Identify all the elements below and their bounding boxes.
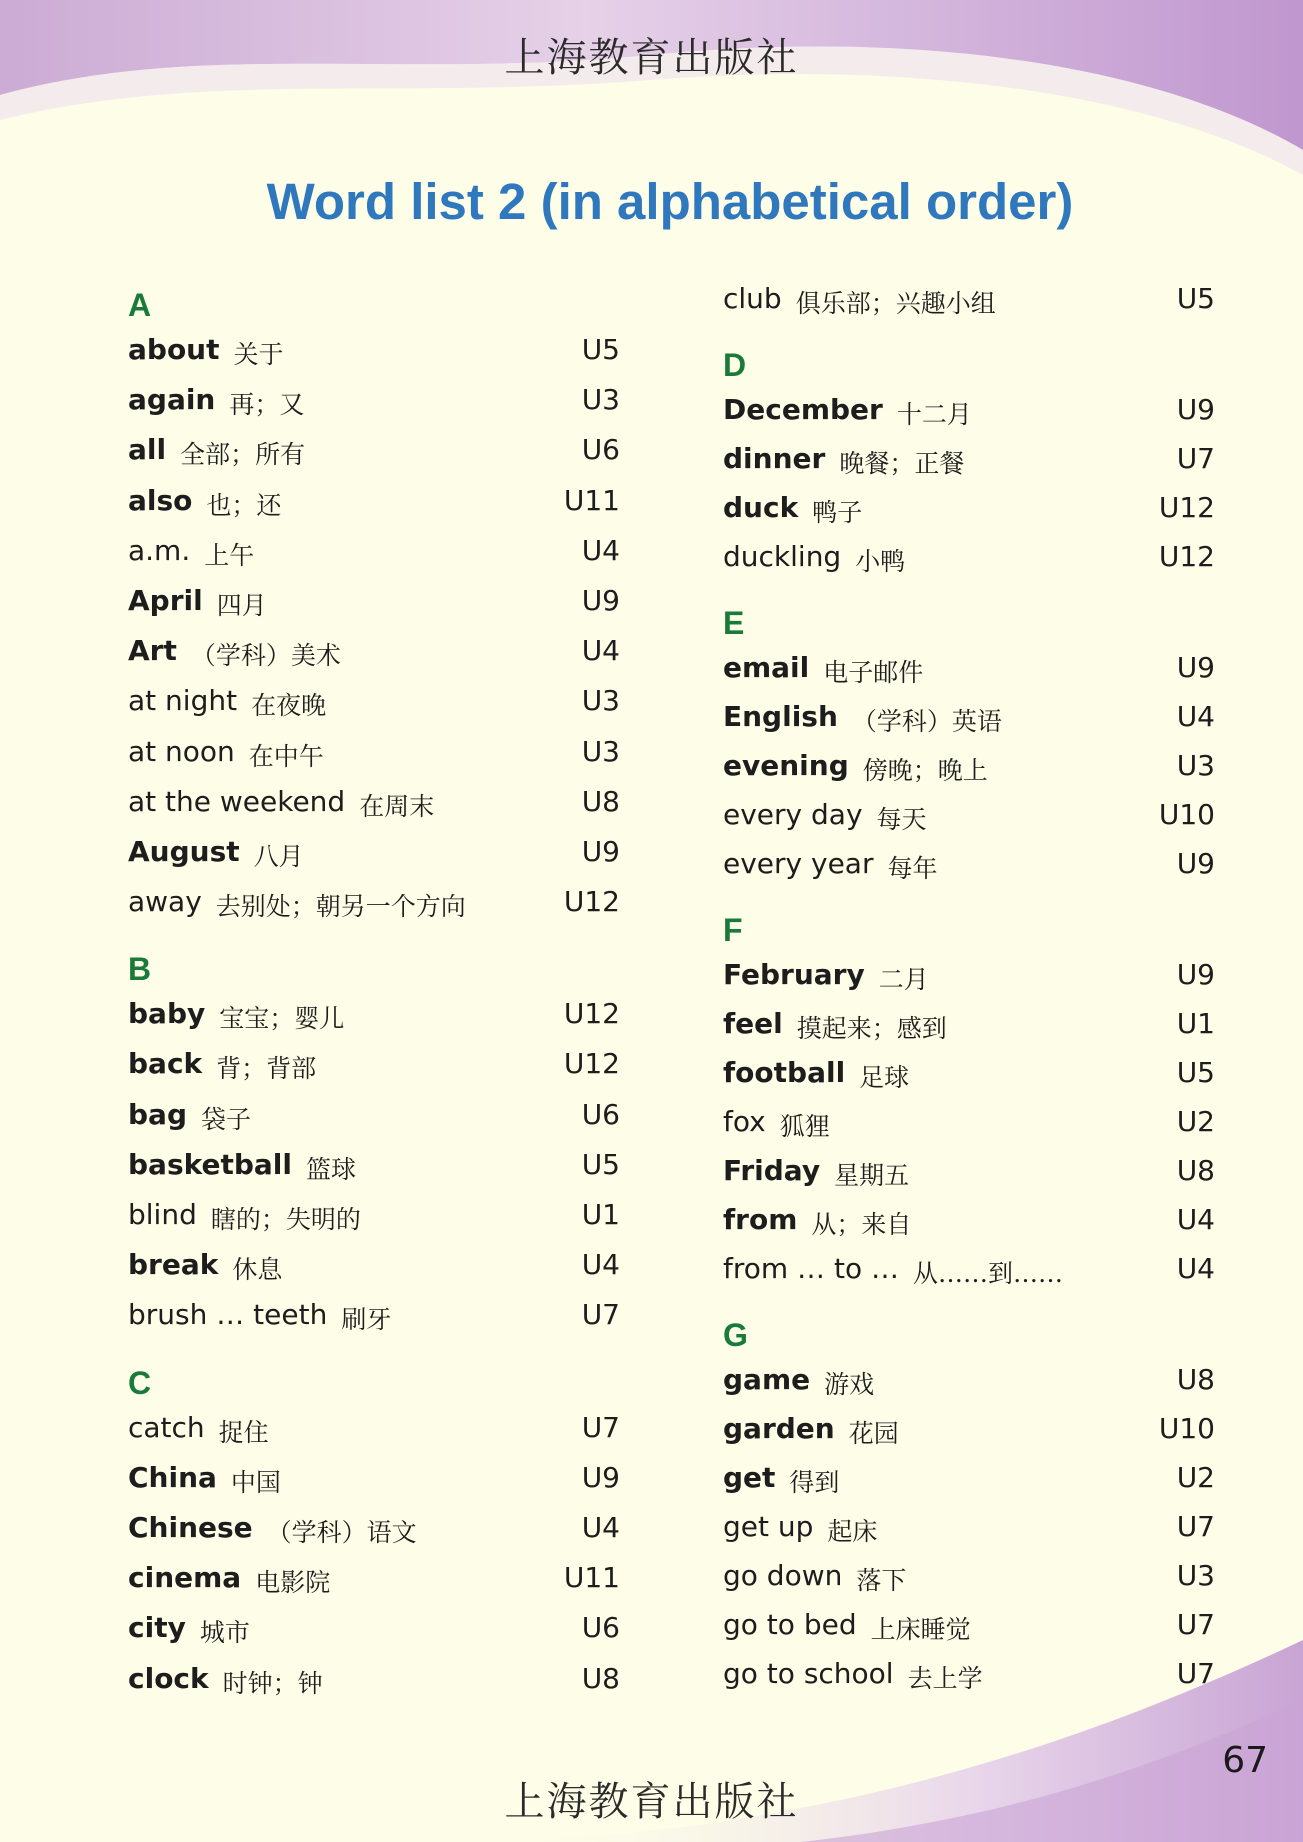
entry-word-group bbox=[723, 487, 862, 530]
entry-translation: 上床睡觉 bbox=[870, 1615, 971, 1644]
entry-unit: U12 bbox=[563, 1047, 620, 1081]
word-entry bbox=[723, 438, 1215, 487]
entry-unit: U12 bbox=[563, 997, 620, 1031]
entry-translation: （学科）语文 bbox=[266, 1517, 417, 1547]
letter-section bbox=[128, 281, 620, 931]
word-entry bbox=[723, 954, 1215, 1003]
word-entry bbox=[128, 630, 620, 680]
word-entry bbox=[723, 389, 1215, 438]
entry-word: December bbox=[723, 393, 883, 426]
entry-translation: 每年 bbox=[887, 854, 938, 883]
entry-unit: U5 bbox=[581, 333, 620, 366]
entry-translation: 八月 bbox=[253, 841, 304, 871]
word-entry bbox=[128, 480, 620, 530]
word-entry bbox=[723, 1555, 1215, 1604]
entry-translation: 电子邮件 bbox=[823, 658, 924, 687]
entry-word: February bbox=[723, 958, 865, 991]
footer-watermark: 上海教育出版社 bbox=[504, 1779, 799, 1825]
entry-word: duckling bbox=[723, 540, 842, 573]
entry-word: catch bbox=[128, 1410, 205, 1444]
entry-word: game bbox=[723, 1363, 811, 1396]
entry-word: brush … teeth bbox=[128, 1298, 328, 1332]
entry-word: about bbox=[128, 333, 220, 366]
entry-unit: U9 bbox=[1176, 847, 1215, 880]
entry-word: every year bbox=[723, 847, 874, 880]
entry-word-group bbox=[128, 1507, 417, 1550]
word-entry bbox=[723, 1359, 1215, 1408]
letter-section bbox=[723, 585, 1215, 892]
entry-word: from … to … bbox=[723, 1252, 899, 1285]
word-entry bbox=[723, 696, 1215, 745]
entry-word: also bbox=[128, 483, 193, 517]
word-entry bbox=[128, 1607, 620, 1657]
entry-word-group bbox=[723, 1506, 877, 1549]
page-title: Word list 2 (in alphabetical order) bbox=[266, 173, 1074, 230]
entry-translation: 刷牙 bbox=[341, 1305, 392, 1335]
entry-word-group bbox=[128, 781, 434, 824]
entry-translation: 每天 bbox=[876, 805, 927, 834]
entry-word-group bbox=[128, 680, 326, 723]
entry-word: every day bbox=[723, 798, 863, 831]
entry-unit: U2 bbox=[1176, 1461, 1215, 1494]
word-entry bbox=[723, 1408, 1215, 1457]
entry-word-group bbox=[723, 1555, 906, 1598]
entry-translation: （学科）英语 bbox=[851, 707, 1002, 736]
entry-unit: U12 bbox=[1158, 491, 1215, 524]
entry-word-group bbox=[723, 278, 996, 321]
entry-word: break bbox=[128, 1248, 219, 1282]
entry-word: August bbox=[128, 834, 240, 868]
entry-word: football bbox=[723, 1056, 846, 1089]
entry-word-group bbox=[128, 993, 344, 1036]
entry-word-group bbox=[723, 389, 972, 432]
entry-word-group bbox=[128, 1557, 330, 1600]
entry-translation: 落下 bbox=[856, 1566, 907, 1595]
word-entry bbox=[723, 794, 1215, 843]
entry-word-group bbox=[128, 1194, 361, 1237]
entry-unit: U4 bbox=[581, 1510, 620, 1544]
entry-word-group bbox=[128, 1407, 269, 1450]
entry-translation: 去别处；朝另一个方向 bbox=[215, 892, 466, 922]
right-column bbox=[723, 278, 1215, 1702]
header-watermark: 上海教育出版社 bbox=[504, 35, 799, 81]
word-entry bbox=[128, 530, 620, 580]
word-entry bbox=[723, 1506, 1215, 1555]
entry-unit: U11 bbox=[563, 483, 620, 517]
entry-translation: 再；又 bbox=[229, 390, 305, 420]
entry-translation: 城市 bbox=[199, 1618, 250, 1648]
entry-translation: 小鸭 bbox=[855, 547, 906, 576]
entry-translation: 摸起来；感到 bbox=[796, 1014, 947, 1043]
letter-section bbox=[723, 1297, 1215, 1702]
entry-unit: U11 bbox=[563, 1561, 620, 1595]
entry-unit: U5 bbox=[1176, 282, 1215, 315]
entry-word: from bbox=[723, 1203, 798, 1236]
entry-word-group bbox=[723, 1199, 911, 1242]
entry-translation: 时钟；钟 bbox=[222, 1668, 323, 1698]
word-entry bbox=[128, 1144, 620, 1194]
entry-word: email bbox=[723, 651, 810, 684]
entry-unit: U3 bbox=[581, 684, 620, 718]
entry-translation: 在中午 bbox=[248, 741, 324, 771]
entry-translation: 得到 bbox=[789, 1468, 840, 1497]
word-entry bbox=[128, 329, 620, 379]
entry-word: go to school bbox=[723, 1657, 894, 1690]
entry-unit: U12 bbox=[563, 885, 620, 919]
entry-word: blind bbox=[128, 1198, 197, 1231]
entry-word-group bbox=[723, 647, 923, 690]
entry-translation: 俱乐部；兴趣小组 bbox=[795, 289, 996, 318]
entry-word: club bbox=[723, 282, 782, 315]
entry-translation: 去上学 bbox=[907, 1664, 983, 1693]
word-entry bbox=[128, 680, 620, 730]
entry-translation: 也；还 bbox=[206, 490, 282, 520]
section-letter: F bbox=[723, 912, 743, 948]
entry-word: get bbox=[723, 1461, 776, 1494]
word-entry bbox=[723, 1052, 1215, 1101]
entry-word-group bbox=[128, 831, 304, 874]
entry-word: Art bbox=[128, 634, 177, 668]
word-entry bbox=[723, 487, 1215, 536]
entry-word-group bbox=[723, 536, 905, 579]
entry-unit: U3 bbox=[581, 734, 620, 768]
entry-word: feel bbox=[723, 1007, 783, 1040]
entry-translation: 晚餐；正餐 bbox=[839, 449, 965, 478]
entry-translation: 背；背部 bbox=[216, 1054, 317, 1084]
entry-word-group bbox=[723, 1248, 1063, 1291]
entry-translation: 全部；所有 bbox=[180, 440, 306, 470]
entry-word: dinner bbox=[723, 442, 826, 475]
word-entry bbox=[723, 1248, 1215, 1297]
entry-word: Friday bbox=[723, 1154, 821, 1187]
word-entry bbox=[723, 1199, 1215, 1248]
entry-translation: 二月 bbox=[878, 965, 929, 994]
entry-word: go down bbox=[723, 1559, 843, 1592]
word-entry bbox=[723, 1653, 1215, 1702]
word-entry bbox=[128, 993, 620, 1043]
word-entry bbox=[128, 1407, 620, 1457]
word-entry bbox=[128, 781, 620, 831]
entry-word-group bbox=[128, 429, 305, 472]
entry-translation: 宝宝；婴儿 bbox=[219, 1004, 345, 1034]
entry-word-group bbox=[723, 1359, 874, 1402]
entry-unit: U9 bbox=[581, 583, 620, 617]
word-entry bbox=[128, 580, 620, 630]
entry-unit: U2 bbox=[1176, 1105, 1215, 1138]
entry-unit: U10 bbox=[1158, 1412, 1215, 1445]
word-entry bbox=[128, 1507, 620, 1557]
entry-unit: U9 bbox=[581, 834, 620, 868]
entry-unit: U7 bbox=[1176, 442, 1215, 475]
entry-word: garden bbox=[723, 1412, 835, 1445]
entry-word-group bbox=[723, 1052, 909, 1095]
entry-word-group bbox=[128, 580, 267, 623]
entry-unit: U4 bbox=[1176, 1252, 1215, 1285]
entry-word-group bbox=[128, 881, 466, 924]
entry-unit: U5 bbox=[1176, 1056, 1215, 1089]
entry-unit: U9 bbox=[581, 1460, 620, 1494]
entry-translation: 上午 bbox=[204, 540, 255, 570]
entry-translation: 中国 bbox=[230, 1467, 281, 1497]
entry-word-group bbox=[723, 1101, 830, 1144]
entry-word: away bbox=[128, 885, 202, 919]
entry-unit: U4 bbox=[581, 533, 620, 567]
entry-unit: U7 bbox=[581, 1298, 620, 1332]
entry-word-group bbox=[723, 1150, 909, 1193]
word-entry bbox=[723, 647, 1215, 696]
entry-translation: 鸭子 bbox=[812, 498, 863, 527]
entry-word-group bbox=[723, 843, 938, 886]
word-entry bbox=[128, 831, 620, 881]
entry-translation: 休息 bbox=[232, 1255, 283, 1285]
entry-translation: （学科）美术 bbox=[190, 641, 341, 671]
entry-word-group bbox=[128, 1244, 282, 1287]
entry-word-group bbox=[128, 1094, 251, 1137]
entry-translation: 傍晚；晚上 bbox=[862, 756, 988, 785]
letter-section bbox=[723, 327, 1215, 585]
word-entry bbox=[128, 1557, 620, 1607]
entry-word: cinema bbox=[128, 1561, 242, 1595]
section-letter: G bbox=[723, 1317, 748, 1353]
entry-unit: U7 bbox=[1176, 1657, 1215, 1690]
entry-unit: U6 bbox=[581, 1611, 620, 1645]
entry-word-group bbox=[723, 1653, 983, 1696]
entry-word: bag bbox=[128, 1097, 187, 1131]
section-letter: C bbox=[128, 1364, 152, 1401]
entry-unit: U8 bbox=[1176, 1154, 1215, 1187]
entry-word: English bbox=[723, 700, 838, 733]
entry-translation: 袋子 bbox=[200, 1104, 251, 1134]
entry-unit: U6 bbox=[581, 433, 620, 467]
word-entry bbox=[723, 1457, 1215, 1506]
entry-word: a.m. bbox=[128, 533, 191, 567]
entry-unit: U5 bbox=[581, 1147, 620, 1181]
entry-word-group bbox=[128, 1607, 250, 1650]
entry-word-group bbox=[128, 731, 324, 774]
entry-word-group bbox=[723, 438, 964, 481]
word-entry bbox=[128, 1244, 620, 1294]
entry-word-group bbox=[723, 745, 988, 788]
entry-word: China bbox=[128, 1460, 217, 1494]
entry-word: back bbox=[128, 1047, 203, 1081]
entry-word-group bbox=[723, 1408, 899, 1451]
entry-word: April bbox=[128, 583, 203, 617]
entry-word: city bbox=[128, 1611, 186, 1645]
letter-section bbox=[128, 931, 620, 1344]
entry-word: basketball bbox=[128, 1147, 292, 1181]
entry-unit: U4 bbox=[1176, 1203, 1215, 1236]
entry-word: duck bbox=[723, 491, 799, 524]
word-entry bbox=[128, 731, 620, 781]
entry-unit: U1 bbox=[581, 1198, 620, 1231]
letter-section bbox=[128, 1345, 620, 1708]
word-entry bbox=[723, 1604, 1215, 1653]
entry-word-group bbox=[723, 1604, 971, 1647]
entry-word: evening bbox=[723, 749, 849, 782]
entry-word: go to bed bbox=[723, 1608, 857, 1641]
entry-translation: 篮球 bbox=[305, 1154, 356, 1184]
entry-unit: U6 bbox=[581, 1097, 620, 1131]
word-entry bbox=[723, 745, 1215, 794]
entry-unit: U9 bbox=[1176, 958, 1215, 991]
entry-word-group bbox=[723, 954, 929, 997]
entry-unit: U8 bbox=[581, 1661, 620, 1695]
entry-word-group bbox=[128, 1294, 391, 1337]
word-entry bbox=[128, 1457, 620, 1507]
entry-unit: U7 bbox=[581, 1410, 620, 1444]
entry-word: again bbox=[128, 383, 216, 417]
entry-word: all bbox=[128, 433, 167, 467]
word-entry bbox=[723, 1101, 1215, 1150]
letter-section bbox=[723, 892, 1215, 1297]
entry-word-group bbox=[128, 530, 254, 573]
entry-word-group bbox=[128, 1457, 281, 1500]
section-letter: E bbox=[723, 605, 745, 641]
section-letter: B bbox=[128, 951, 152, 988]
section-letter: D bbox=[723, 347, 747, 383]
entry-unit: U9 bbox=[1176, 651, 1215, 684]
entry-word: baby bbox=[128, 997, 206, 1031]
word-entry bbox=[723, 1150, 1215, 1199]
entry-translation: 足球 bbox=[859, 1063, 910, 1092]
entry-word: at the weekend bbox=[128, 784, 346, 818]
entry-word: Chinese bbox=[128, 1510, 253, 1544]
entry-word: fox bbox=[723, 1105, 766, 1138]
entry-word-group bbox=[128, 1043, 316, 1086]
entry-translation: 四月 bbox=[216, 590, 267, 620]
entry-word: at night bbox=[128, 684, 238, 718]
entry-word-group bbox=[723, 1457, 839, 1500]
entry-translation: 捉住 bbox=[218, 1417, 269, 1447]
entry-unit: U12 bbox=[1158, 540, 1215, 573]
word-entry bbox=[128, 881, 620, 931]
entry-translation: 游戏 bbox=[824, 1370, 875, 1399]
entry-word: clock bbox=[128, 1661, 209, 1695]
entry-translation: 十二月 bbox=[896, 400, 972, 429]
word-entry bbox=[128, 1094, 620, 1144]
entry-word-group bbox=[723, 1003, 947, 1046]
word-entry bbox=[128, 1043, 620, 1093]
entry-unit: U1 bbox=[1176, 1007, 1215, 1040]
entry-translation: 星期五 bbox=[834, 1161, 910, 1190]
entry-translation: 在夜晚 bbox=[251, 691, 327, 721]
entry-unit: U3 bbox=[1176, 1559, 1215, 1592]
entry-unit: U3 bbox=[1176, 749, 1215, 782]
word-entry bbox=[723, 843, 1215, 892]
entry-translation: 花园 bbox=[848, 1419, 899, 1448]
entry-translation: 起床 bbox=[827, 1517, 878, 1546]
word-entry bbox=[128, 1294, 620, 1344]
letter-section bbox=[723, 278, 1215, 327]
entry-unit: U8 bbox=[1176, 1363, 1215, 1396]
entry-unit: U9 bbox=[1176, 393, 1215, 426]
word-entry bbox=[723, 536, 1215, 585]
entry-word-group bbox=[128, 480, 281, 523]
entry-word: at noon bbox=[128, 734, 235, 768]
word-entry bbox=[128, 1194, 620, 1244]
entry-translation: 从；来自 bbox=[811, 1210, 912, 1239]
entry-unit: U10 bbox=[1158, 798, 1215, 831]
word-entry bbox=[128, 429, 620, 479]
word-entry bbox=[723, 1003, 1215, 1052]
entry-word-group bbox=[128, 329, 284, 372]
entry-translation: 关于 bbox=[233, 340, 284, 369]
entry-translation: 瞎的；失明的 bbox=[210, 1205, 361, 1234]
entry-unit: U4 bbox=[581, 1248, 620, 1282]
entry-word-group bbox=[128, 1658, 323, 1701]
word-entry bbox=[128, 1658, 620, 1708]
entry-unit: U3 bbox=[581, 383, 620, 417]
entry-translation: 从……到…… bbox=[912, 1259, 1063, 1288]
entry-word-group bbox=[723, 794, 927, 837]
entry-unit: U4 bbox=[581, 634, 620, 668]
section-letter: A bbox=[128, 287, 152, 323]
entry-word-group bbox=[128, 1144, 356, 1187]
entry-word-group bbox=[128, 630, 341, 673]
entry-word-group bbox=[128, 379, 304, 422]
entry-unit: U7 bbox=[1176, 1510, 1215, 1543]
entry-translation: 狐狸 bbox=[779, 1112, 830, 1141]
entry-unit: U4 bbox=[1176, 700, 1215, 733]
entry-unit: U7 bbox=[1176, 1608, 1215, 1641]
entry-word: get up bbox=[723, 1510, 814, 1543]
page-number: 67 bbox=[1222, 1740, 1268, 1781]
entry-unit: U8 bbox=[581, 784, 620, 818]
left-column bbox=[128, 281, 620, 1708]
word-entry bbox=[723, 278, 1215, 327]
entry-translation: 在周末 bbox=[359, 791, 435, 821]
entry-word-group bbox=[723, 696, 1002, 739]
entry-translation: 电影院 bbox=[255, 1568, 331, 1598]
word-entry bbox=[128, 379, 620, 429]
